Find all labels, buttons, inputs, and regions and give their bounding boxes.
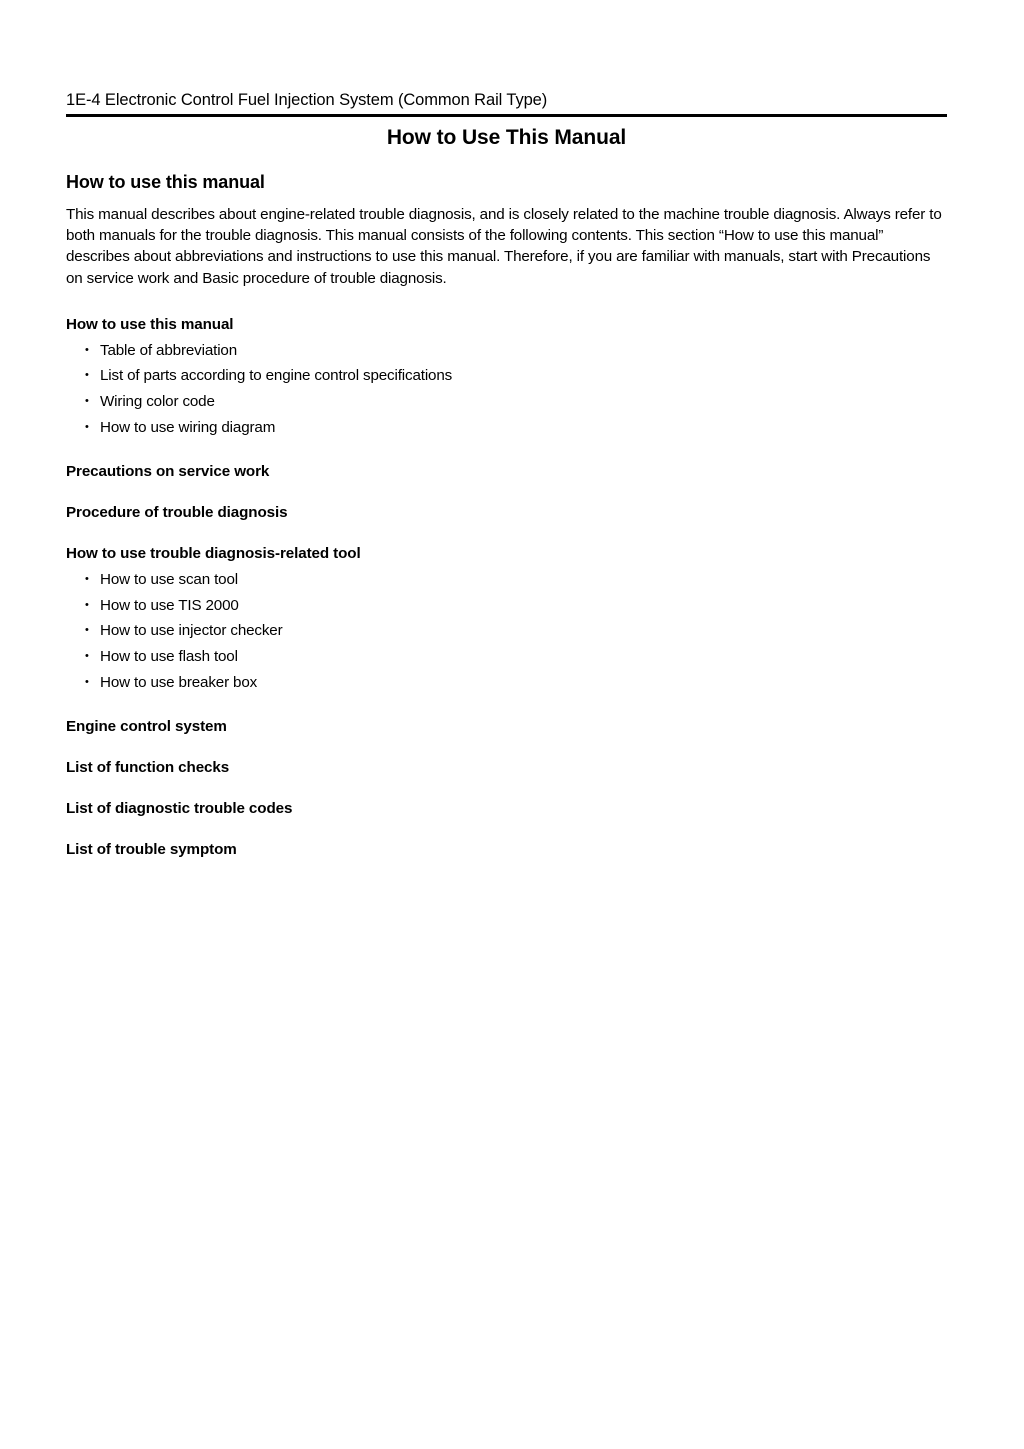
header-rule [66, 114, 947, 117]
list-item: • How to use flash tool [66, 644, 947, 670]
list-item: • Table of abbreviation [66, 338, 947, 364]
spacer [66, 695, 947, 717]
section-heading-engine-control-system: Engine control system [66, 718, 227, 736]
section-heading-procedure-of-trouble-diagnosis: Procedure of trouble diagnosis [66, 504, 288, 522]
spacer [66, 289, 947, 315]
intro-paragraph: This manual describes about engine-related trouble diagnosis, and is closely related to the machine trouble diagnosis. Always refer to both manuals for the trouble diagnosis. This manual consists of the following contents. This section “How to use this manual” describes about abbreviations and instructions to use this manual. Therefore, if you are familiar with manuals, start with Precautions on service work and Basic procedure of trouble diagnosis. [66, 206, 942, 287]
page-content [66, 90, 947, 859]
spacer [66, 736, 947, 758]
spacer [66, 818, 947, 840]
section-heading-list-of-trouble-symptom: List of trouble symptom [66, 841, 237, 859]
list-item: • How to use scan tool [66, 567, 947, 593]
list-item: • How to use breaker box [66, 670, 947, 696]
spacer [66, 522, 947, 544]
section-heading-precautions-on-service-work: Precautions on service work [66, 463, 270, 481]
list-item: • How to use injector checker [66, 618, 947, 644]
spacer [66, 777, 947, 799]
page-title: How to Use This Manual [386, 126, 627, 149]
section-list-trouble-diagnosis-tools [66, 567, 947, 695]
main-heading: How to use this manual [66, 172, 265, 192]
list-item: • List of parts according to engine control specifications [66, 363, 947, 389]
section-heading-how-to-use-this-manual: How to use this manual [66, 315, 234, 333]
section-heading-list-of-function-checks: List of function checks [66, 759, 230, 777]
list-item: • How to use TIS 2000 [66, 593, 947, 619]
list-item: • Wiring color code [66, 389, 947, 415]
section-list-how-to-use-this-manual [66, 338, 947, 440]
list-item: • How to use wiring diagram [66, 415, 947, 441]
running-header: 1E-4 Electronic Control Fuel Injection System (Common Rail Type) [66, 91, 548, 109]
section-heading-list-of-diagnostic-trouble-codes: List of diagnostic trouble codes [66, 800, 293, 818]
spacer [66, 440, 947, 462]
spacer [66, 481, 947, 503]
section-heading-how-to-use-trouble-diagnosis-related-tool: How to use trouble diagnosis-related tool [66, 545, 361, 563]
